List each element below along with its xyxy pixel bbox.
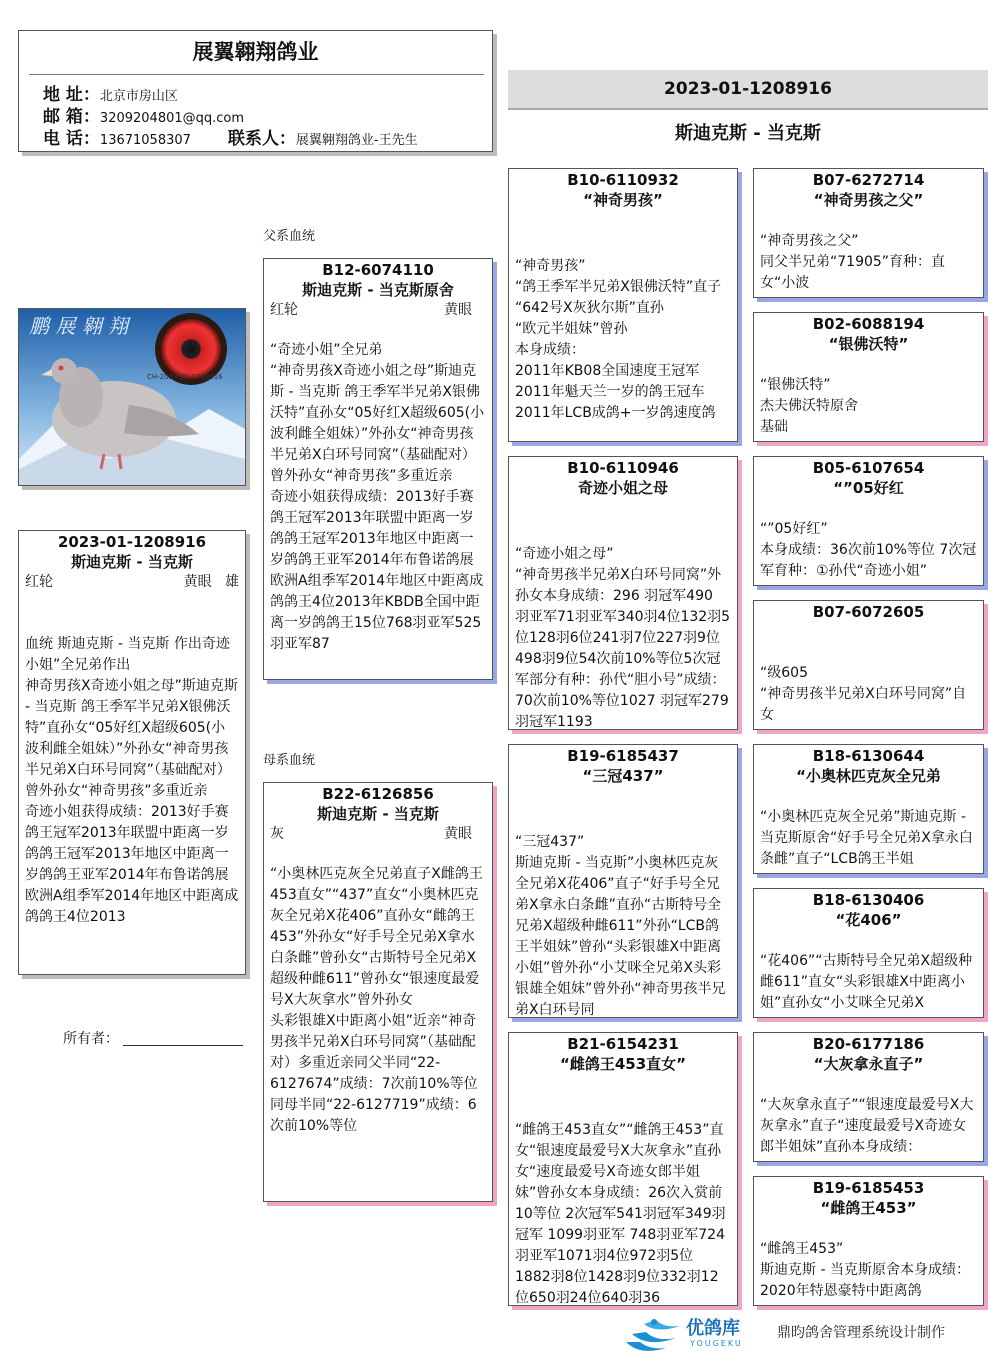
gp-ring: B10-6110932 <box>567 171 679 189</box>
sire-section-label: 父系血统 <box>263 229 316 244</box>
ggp-text: “级605 “神奇男孩半兄弟X白环号同窝”自女 <box>760 665 967 723</box>
subject-text: 血统 斯迪克斯 - 当克斯 作出奇迹小姐”全兄弟作出 神奇男孩X奇迹小姐之母”斯迪克斯 - 当克斯 鸽王季军半兄弟X银佛沃特”直孙女“05好红X超级605(小波利雌全姐妹）”外孙女“神奇男孩半兄弟X白环号同窝”（基础配对）曾外孙女“神奇男孩”多重近亲 奇迹小姐获得成绩：2013好手赛鸽王冠军2013年联盟中距离一岁鸽鸽王冠军2013年地区中距离一岁鸽鸽王亚军2014年布鲁诺鸽展欧洲A组季军2014年地区中距离成鸽鸽王4位2013 <box>25 636 239 925</box>
ggp-text: “”05好红” 本身成绩：36次前10%等位 7次冠军育种：①孙代“奇迹小姐” <box>760 521 977 579</box>
ggp-text: “花406”“古斯特号全兄弟X超级种雌611”直女“头彩银雄X中距离小姐”直孙女“小艾咪全兄弟X <box>760 953 973 1011</box>
gp-card-4 <box>508 1032 738 1306</box>
ggp-text: “神奇男孩之父” 同父半兄弟“71905”育种：直女“小波 <box>760 233 946 291</box>
gp-name: “神奇男孩” <box>583 191 663 209</box>
gp-text: “奇迹小姐之母” “神奇男孩半兄弟X白环号同窝”外孙女本身成绩：296 羽冠军490 羽亚军71羽亚军340羽4位132羽5位128羽6位241羽7位227羽9位498羽9位54次前10%等位5次冠军部分有种：孙代“胆小号”成绩：70次前10%等位1027 羽冠军279羽冠军1193 <box>515 546 731 730</box>
dam-eye: 黄眼 <box>444 826 472 842</box>
ggp-text: “雌鸽王453” 斯迪克斯 - 当克斯原舍本身成绩：2020年特恩豪特中距离鸽 <box>760 1241 970 1299</box>
ggp-name: “小奥林匹克灰全兄弟 <box>796 767 941 785</box>
gp-ring: B21-6154231 <box>567 1035 679 1053</box>
email-value: 3209204801@qq.com <box>99 111 245 126</box>
dam-strain: 斯迪克斯 - 当克斯 <box>317 805 439 823</box>
sire-eye: 黄眼 <box>444 302 472 318</box>
ggp-ring: B05-6107654 <box>812 459 925 477</box>
divider <box>29 74 484 75</box>
ggp-name: “花406” <box>835 911 902 929</box>
sire-card <box>263 258 493 680</box>
subject-strain: 斯迪克斯 - 当克斯 <box>71 553 193 571</box>
gp-text: “三冠437” 斯迪克斯 - 当克斯”小奥林匹克灰全兄弟X花406”直子“好手号全兄弟X拿永白条雌”直孙“古斯特号全兄弟X超级种雌611”外孙“LCB鸽王半姐妹”曾孙“头彩银雄X中距离小姐”曾外孙“小艾咪全兄弟X头彩银雄全姐妹”曾外孙“神奇男孩半兄弟X白环号同 <box>515 834 726 1018</box>
gp-name: 奇迹小姐之母 <box>577 479 668 497</box>
ggp-ring: B19-6185453 <box>812 1179 925 1197</box>
ggp-card-6 <box>753 888 984 1018</box>
ggp-ring: B20-6177186 <box>812 1035 925 1053</box>
gp-name: “三冠437” <box>582 767 664 785</box>
logo-en: YOUGEKU <box>690 1339 743 1348</box>
subject-color: 红轮 <box>25 574 53 590</box>
owner-line <box>123 1045 243 1046</box>
ggp-card-3 <box>753 456 984 586</box>
svg-text:鹏 展 翱 翔: 鹏 展 翱 翔 <box>29 314 129 338</box>
credit-text: 鼎昀鸽舍管理系统设计制作 <box>777 1325 945 1341</box>
ggp-name: “大灰拿永直子” <box>813 1055 924 1073</box>
ggp-card-7 <box>753 1032 984 1162</box>
subject-ring: 2023-01-1208916 <box>57 533 207 551</box>
ggp-card-2 <box>753 312 984 442</box>
ggp-ring: B18-6130644 <box>812 747 925 765</box>
ggp-text: “大灰拿永直子”“银速度最爱号X大灰拿永”直子“速度最爱号X奇迹女郎半姐妹”直孙本身成绩： <box>760 1097 974 1155</box>
ggp-ring: B18-6130406 <box>812 891 925 909</box>
yougeku-logo-icon <box>620 1312 684 1356</box>
dam-text: “小奥林匹克灰全兄弟直子X雌鸽王453直女”“437”直女“小奥林匹克灰全兄弟X花406”直孙女“雌鸽王453”外孙女“好手号全兄弟X拿水白条雌”曾孙女“古斯特号全兄弟X超级种雌611”曾孙女“银速度最爱号X大灰拿水”曾外孙女 头彩银雄X中距离小姐”近亲“神奇男孩半兄弟X白环号同窝”（基础配对）多重近亲同父半同“22-6127674”成绩：7次前10%等位同母半同“22-6127719”成绩：6次前10%等位 <box>270 866 483 1134</box>
ggp-card-1 <box>753 168 984 298</box>
contact-value: 展翼翱翔鸽业-王先生 <box>295 133 418 148</box>
phone-label: 电 话： <box>43 129 100 149</box>
dam-ring: B22-6126856 <box>322 785 434 803</box>
gp-text: “神奇男孩” “鸽王季军半兄弟X银佛沃特”直子 “642号X灰狄尔斯”直孙 “欧元半姐妹”曾孙 本身成绩： 2011年KB08全国速度王冠军 2011年魁天兰一岁的鸽王冠车 2011年LCB成鸽+一岁鸽速度鸽 <box>515 258 722 421</box>
sire-ring: B12-6074110 <box>322 261 434 279</box>
sire-color: 红轮 <box>270 302 298 318</box>
photo-caption: CH-2023-01-1208916 <box>147 373 223 381</box>
sire-strain: 斯迪克斯 - 当克斯原舍 <box>302 281 454 299</box>
ggp-card-4 <box>753 600 984 730</box>
gp-text: “雌鸽王453直女”“雌鸽王453”直女“银速度最爱号X大灰拿永”直孙女“速度最爱号X奇迹女郎半姐妹”曾孙女本身成绩：26次入赏前10等位 2次冠军541羽冠军349羽冠军 1099羽亚军 748羽亚军724羽亚军1071羽4位972羽5位 1882羽8位1428羽9位332羽12位650羽24位640羽36 <box>515 1122 726 1306</box>
contact-label: 联系人： <box>227 129 296 149</box>
footer <box>620 1312 1000 1356</box>
gp-name: “雌鸽王453直女” <box>559 1055 687 1073</box>
ggp-text: “小奥林匹克灰全兄弟”斯迪克斯 - 当克斯原舍“好手号全兄弟X拿永白条雌”直子“LCB鸽王半姐 <box>760 809 973 867</box>
owner-field <box>63 1028 243 1048</box>
gp-ring: B10-6110946 <box>567 459 679 477</box>
ggp-name: “”05好红 <box>833 479 904 497</box>
ggp-text: “银佛沃特” 杰夫佛沃特原舍 基础 <box>760 377 858 435</box>
ggp-name: “银佛沃特” <box>828 335 909 353</box>
ggp-name <box>754 622 983 642</box>
dam-card <box>263 782 493 1202</box>
ggp-card-8 <box>753 1176 984 1306</box>
loft-name: 展翼翱翔鸽业 <box>192 40 319 64</box>
loft-info-box <box>18 30 493 152</box>
ggp-card-5 <box>753 744 984 874</box>
subject-sex: 雄 <box>225 574 239 590</box>
logo-cn: 优鸽库 <box>686 1318 740 1339</box>
ggp-ring: B02-6088194 <box>812 315 925 333</box>
gp-ring: B19-6185437 <box>567 747 679 765</box>
pigeon-photo <box>18 308 246 486</box>
subject-eye: 黄眼 <box>183 574 212 590</box>
gp-card-3 <box>508 744 738 1018</box>
header-strain: 斯迪克斯 - 当克斯 <box>674 123 821 144</box>
gp-card-1 <box>508 168 738 442</box>
gp-card-2 <box>508 456 738 730</box>
ggp-name: “神奇男孩之父” <box>813 191 924 209</box>
dam-color: 灰 <box>270 826 284 842</box>
ggp-name: “雌鸽王453” <box>820 1199 917 1217</box>
header-ring-bar <box>508 70 988 110</box>
phone-value: 13671058307 <box>99 133 191 148</box>
subject-card <box>18 530 246 975</box>
ggp-ring: B07-6272714 <box>812 171 925 189</box>
email-label: 邮 箱： <box>43 107 100 127</box>
sire-text: “奇迹小姐”全兄弟 “神奇男孩X奇迹小姐之母”斯迪克斯 - 当克斯 鸽王季军半兄弟X银佛沃特”直孙女“05好红X超级605(小波利雌全姐妹）”外孙女“神奇男孩半兄弟X白环号同窝”（基础配对）曾外孙女“神奇男孩”多重近亲 奇迹小姐获得成绩：2013好手赛鸽王冠军2013年联盟中距离一岁鸽鸽王冠军2013年地区中距离一岁鸽鸽王亚军2014年布鲁诺鸽展欧洲A组季军2014年地区中距离成鸽鸽王4位2013年KBDB全国中距离一岁鸽鸽王15位768羽亚军525羽亚军87 <box>270 342 485 652</box>
header-ring: 2023-01-1208916 <box>664 79 832 99</box>
address-label: 地 址： <box>43 85 100 105</box>
address-value: 北京市房山区 <box>99 89 178 104</box>
dam-section-label: 母系血统 <box>263 753 316 768</box>
pigeon-photo-image <box>19 309 245 485</box>
ggp-ring: B07-6072605 <box>812 603 925 621</box>
owner-label: 所有者： <box>63 1031 119 1047</box>
